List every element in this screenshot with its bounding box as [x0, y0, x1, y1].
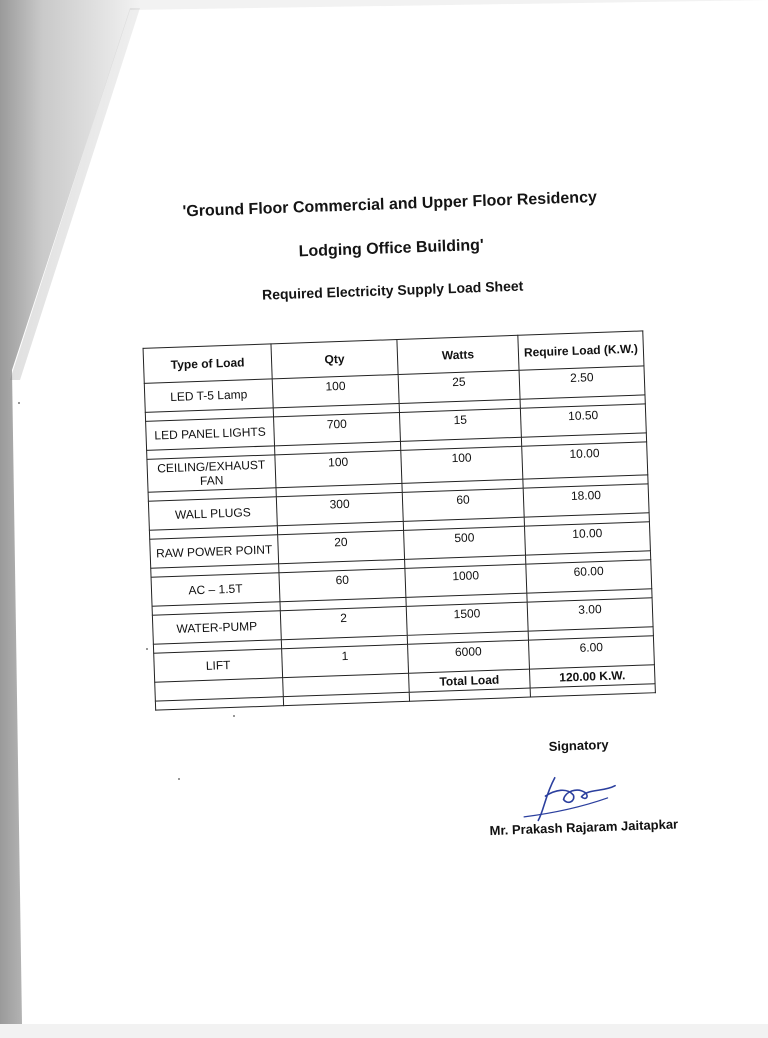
cell-type: WALL PLUGS: [148, 497, 277, 530]
cell-watts: 100: [401, 446, 523, 483]
cell-qty: 60: [279, 568, 406, 601]
table-body: [144, 366, 655, 710]
cell-watts: 1000: [405, 564, 527, 597]
cell-load: 10.50: [520, 404, 646, 437]
signatory-name: Mr. Prakash Rajaram Jaitapkar: [489, 816, 679, 839]
header-qty: Qty: [271, 340, 398, 379]
cell-watts: 60: [402, 488, 524, 521]
cell-type: RAW POWER POINT: [150, 535, 279, 568]
cell-load: 3.00: [527, 598, 653, 631]
header-require-load: Require Load (K.W.): [518, 331, 644, 370]
cell-qty: 100: [275, 450, 402, 487]
cell-watts: 15: [399, 408, 521, 441]
total-load-value: 120.00 K.W.: [529, 665, 655, 688]
scan-speck: [146, 648, 148, 650]
cell-watts: 6000: [408, 640, 530, 673]
cell-type: LED PANEL LIGHTS: [146, 417, 275, 450]
header-watts: Watts: [397, 335, 519, 374]
cell-qty: 100: [272, 374, 399, 407]
cell-qty: 20: [278, 530, 405, 563]
scan-speck: [178, 778, 180, 780]
cell-load: 2.50: [519, 366, 645, 399]
signatory-label: Signatory: [548, 736, 609, 754]
document-subtitle: Required Electricity Supply Load Sheet: [261, 277, 524, 303]
total-load-label: Total Load: [409, 669, 531, 692]
document-title-line1: 'Ground Floor Commercial and Upper Floor Residency: [182, 188, 598, 221]
cell-type: LIFT: [154, 649, 283, 682]
cell-type: WATER-PUMP: [152, 611, 281, 644]
cell-watts: 500: [404, 526, 526, 559]
cell-qty: 1: [282, 644, 409, 677]
cell-type: CEILING/EXHAUST FAN: [147, 455, 276, 492]
cell-watts: 25: [398, 370, 520, 403]
cell-watts: 1500: [406, 602, 528, 635]
cell-qty: 700: [274, 412, 401, 445]
cell-qty: 2: [280, 606, 407, 639]
cell-type: LED T-5 Lamp: [144, 379, 273, 412]
scan-speck: [18, 402, 20, 404]
cell-qty: 300: [276, 492, 403, 525]
cell-load: 60.00: [526, 560, 652, 593]
document-title-line2: Lodging Office Building': [298, 236, 485, 261]
cell-load: 10.00: [522, 442, 648, 479]
load-table: [143, 330, 656, 710]
cell-load: 10.00: [524, 522, 650, 555]
scan-speck: [233, 715, 235, 717]
header-type-of-load: Type of Load: [143, 344, 272, 383]
cell-load: 6.00: [528, 636, 654, 669]
cell-type: AC – 1.5T: [151, 573, 280, 606]
cell-load: 18.00: [523, 484, 649, 517]
